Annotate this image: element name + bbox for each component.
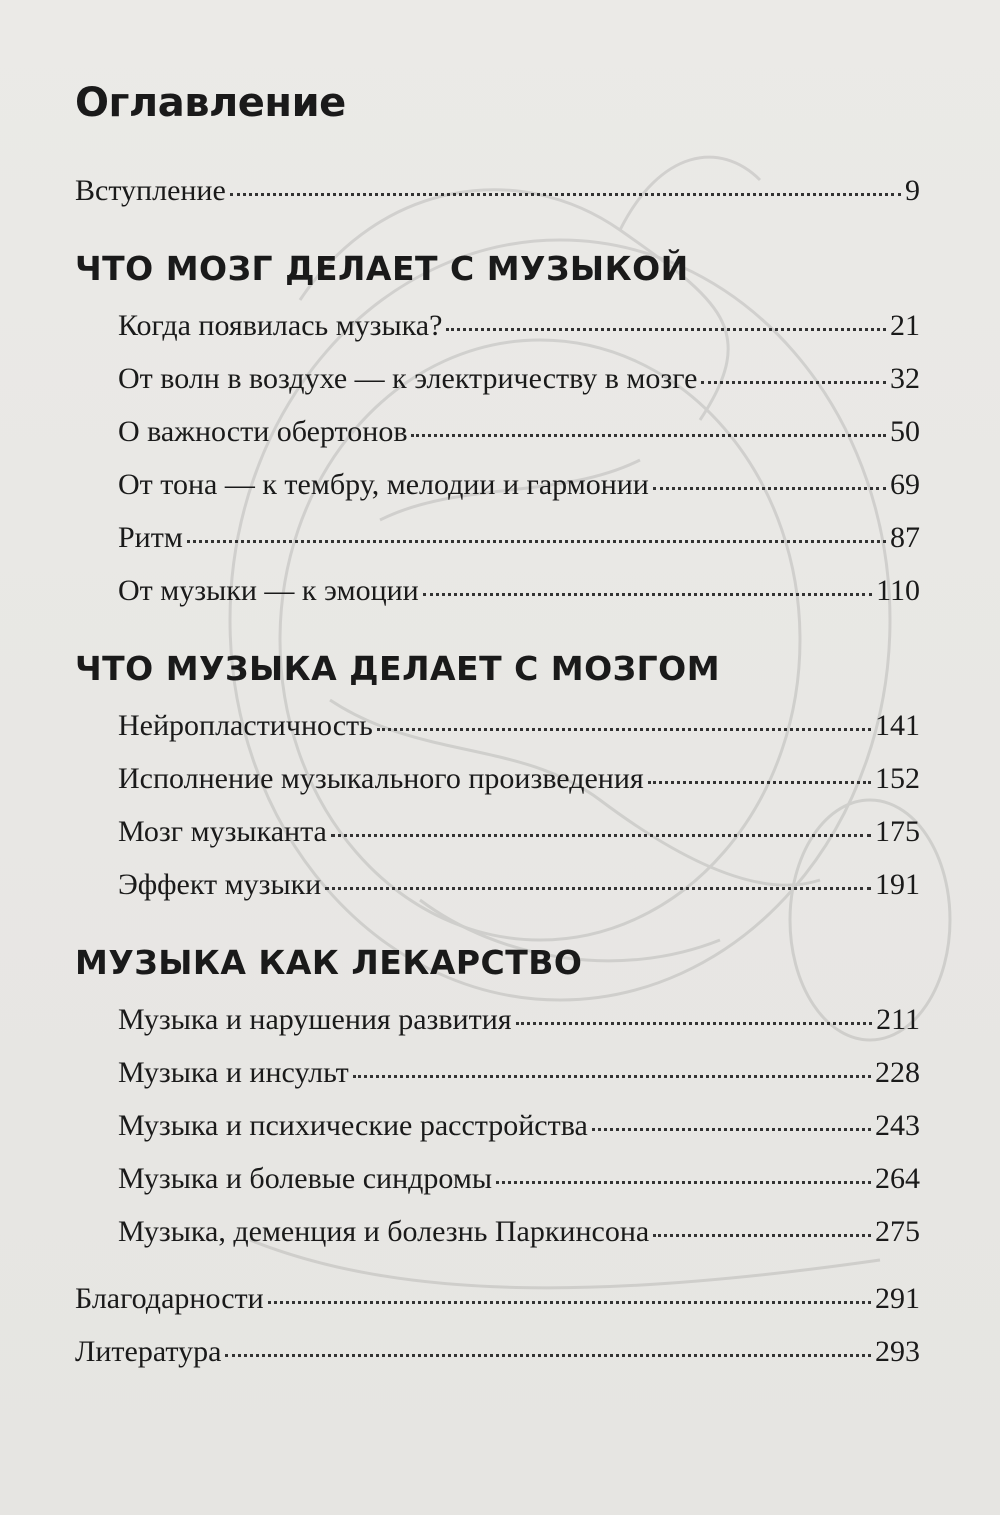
toc-entry-acknowledgements[interactable] [75, 1272, 920, 1325]
dot-leader [701, 361, 886, 384]
entry-label: Эффект музыки [118, 868, 322, 901]
dot-leader [268, 1281, 871, 1304]
dot-leader [496, 1161, 871, 1184]
entry-label: Музыка, деменция и болезнь Паркинсона [118, 1215, 650, 1248]
section-heading-1[interactable]: ЧТО МОЗГ ДЕЛАЕТ С МУЗЫКОЙ [75, 249, 689, 288]
dot-leader [411, 414, 886, 437]
toc-entry[interactable] [75, 805, 920, 858]
entry-label: Нейропластичность [118, 709, 373, 742]
toc-entry-intro[interactable] [75, 164, 920, 217]
dot-leader [653, 1214, 871, 1237]
entry-page: 9 [905, 174, 920, 207]
toc-entry[interactable] [75, 858, 920, 911]
dot-leader [331, 814, 871, 837]
entry-label: От волн в воздухе — к электричеству в мозге [118, 362, 698, 395]
entry-label: От музыки — к эмоции [118, 574, 419, 607]
entry-label: Когда появилась музыка? [118, 309, 443, 342]
toc-entry[interactable] [75, 699, 920, 752]
entry-page: 69 [890, 468, 920, 501]
entry-label: Вступление [75, 174, 226, 207]
entry-label: Музыка и нарушения развития [118, 1003, 512, 1036]
entry-page: 50 [890, 415, 920, 448]
entry-page: 191 [875, 868, 920, 901]
dot-leader [187, 520, 886, 543]
entry-label: От тона — к тембру, мелодии и гармонии [118, 468, 649, 501]
entry-page: 264 [875, 1162, 920, 1195]
entry-page: 175 [875, 815, 920, 848]
toc-entry[interactable] [75, 564, 920, 617]
toc-entry[interactable] [75, 993, 920, 1046]
entry-page: 87 [890, 521, 920, 554]
toc-entry[interactable] [75, 405, 920, 458]
entry-page: 21 [890, 309, 920, 342]
dot-leader [353, 1055, 871, 1078]
dot-leader [592, 1108, 871, 1131]
dot-leader [230, 173, 901, 196]
page-title: Оглавление [75, 80, 346, 126]
dot-leader [653, 467, 886, 490]
dot-leader [648, 761, 871, 784]
toc-entry[interactable] [75, 752, 920, 805]
entry-label: Благодарности [75, 1282, 264, 1315]
toc-entry[interactable] [75, 1046, 920, 1099]
entry-page: 291 [875, 1282, 920, 1315]
entry-label: Литература [75, 1335, 222, 1368]
entry-page: 275 [875, 1215, 920, 1248]
entry-label: Исполнение музыкального произведения [118, 762, 644, 795]
toc-entry[interactable] [75, 299, 920, 352]
entry-label: Ритм [118, 521, 183, 554]
section-heading-3[interactable]: МУЗЫКА КАК ЛЕКАРСТВО [75, 943, 583, 982]
entry-page: 243 [875, 1109, 920, 1142]
dot-leader [325, 867, 871, 890]
entry-page: 141 [875, 709, 920, 742]
dot-leader [446, 308, 886, 331]
entry-page: 32 [890, 362, 920, 395]
entry-label: Музыка и инсульт [118, 1056, 349, 1089]
toc-entry[interactable] [75, 511, 920, 564]
toc-entry[interactable] [75, 352, 920, 405]
entry-label: О важности обертонов [118, 415, 408, 448]
dot-leader [423, 573, 872, 596]
entry-page: 211 [876, 1003, 920, 1036]
toc-entry[interactable] [75, 1205, 920, 1258]
entry-label: Музыка и психические расстройства [118, 1109, 588, 1142]
entry-page: 152 [875, 762, 920, 795]
toc-entry[interactable] [75, 1152, 920, 1205]
entry-page: 228 [875, 1056, 920, 1089]
section-heading-2[interactable]: ЧТО МУЗЫКА ДЕЛАЕТ С МОЗГОМ [75, 649, 721, 688]
entry-page: 110 [876, 574, 920, 607]
dot-leader [377, 708, 871, 731]
toc-entry[interactable] [75, 458, 920, 511]
dot-leader [516, 1002, 873, 1025]
table-of-contents [75, 80, 920, 1378]
toc-entry-bibliography[interactable] [75, 1325, 920, 1378]
entry-page: 293 [875, 1335, 920, 1368]
entry-label: Мозг музыканта [118, 815, 327, 848]
toc-entry[interactable] [75, 1099, 920, 1152]
dot-leader [225, 1334, 871, 1357]
entry-label: Музыка и болевые синдромы [118, 1162, 492, 1195]
